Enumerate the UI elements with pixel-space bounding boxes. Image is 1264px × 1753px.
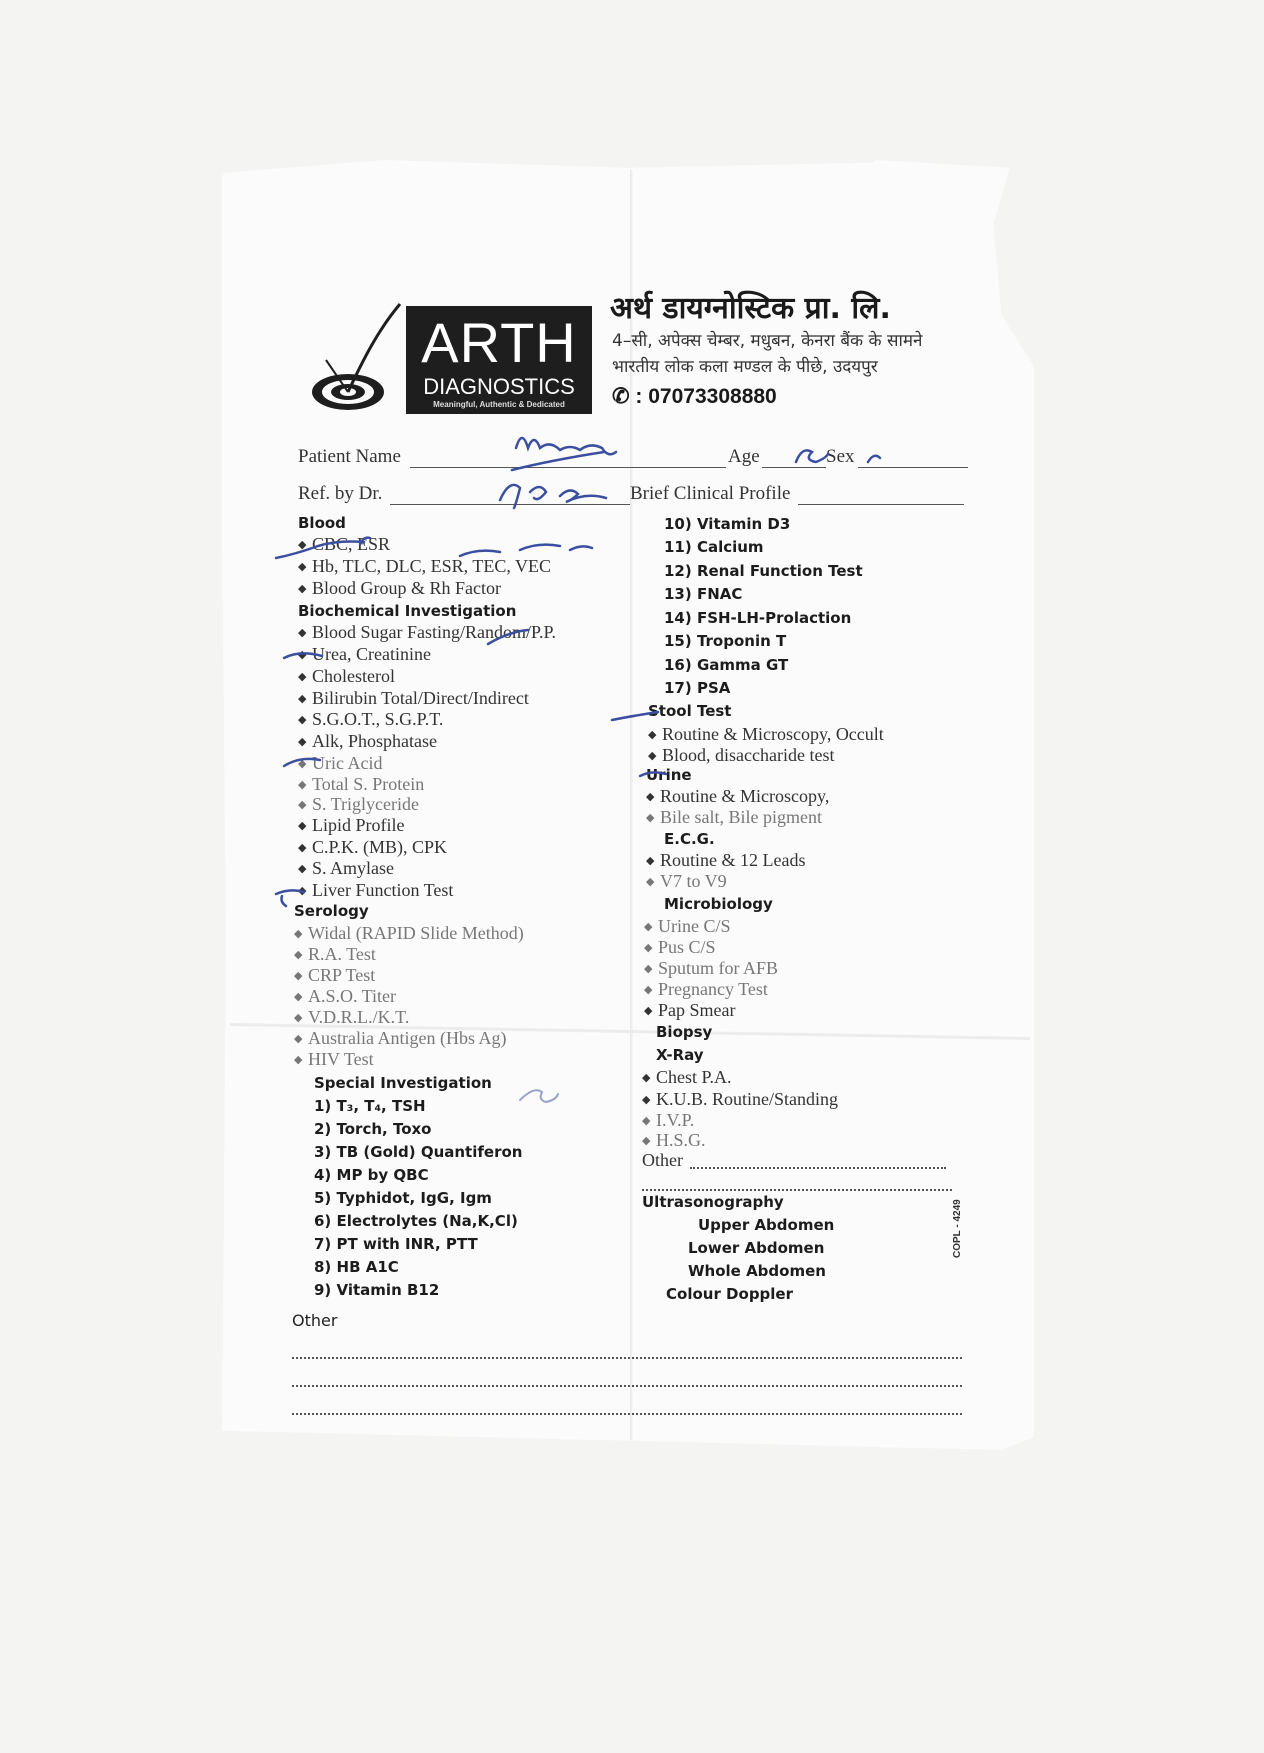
patient-name-field[interactable] bbox=[410, 466, 726, 468]
bullet-icon: ◆ bbox=[644, 921, 653, 933]
bullet-icon: ◆ bbox=[298, 758, 307, 770]
test-item[interactable]: ◆ Australia Antigen (Hbs Ag) bbox=[294, 1028, 507, 1048]
form-code: COPL - 4249 bbox=[952, 1199, 963, 1258]
bullet-icon: ◆ bbox=[642, 1135, 651, 1147]
bullet-icon: ◆ bbox=[298, 863, 307, 875]
test-item[interactable]: ◆ Alk, Phosphatase bbox=[298, 731, 437, 751]
test-item[interactable]: 5) Typhidot, IgG, Igm bbox=[314, 1189, 492, 1207]
bullet-icon: ◆ bbox=[294, 970, 303, 982]
test-item[interactable]: ◆ A.S.O. Titer bbox=[294, 986, 397, 1006]
test-item[interactable]: 15) Troponin T bbox=[664, 632, 787, 650]
bullet-icon: ◆ bbox=[298, 693, 307, 705]
bullet-icon: ◆ bbox=[298, 779, 307, 791]
bullet-icon: ◆ bbox=[644, 984, 653, 996]
test-item[interactable]: ◆ Bilirubin Total/Direct/Indirect bbox=[298, 688, 529, 708]
bullet-icon: ◆ bbox=[294, 991, 303, 1003]
bullet-icon: ◆ bbox=[294, 928, 303, 940]
test-item[interactable]: ◆ R.A. Test bbox=[294, 944, 376, 964]
test-item[interactable]: ◆ CBC, ESR bbox=[298, 534, 391, 554]
bullet-icon: ◆ bbox=[294, 949, 303, 961]
test-item[interactable]: 9) Vitamin B12 bbox=[314, 1281, 440, 1299]
bullet-icon: ◆ bbox=[294, 1012, 303, 1024]
patient-name-label: Patient Name bbox=[298, 446, 401, 467]
test-item[interactable]: ◆ Urine C/S bbox=[644, 916, 731, 936]
section-ultrasonography: Ultrasonography bbox=[642, 1193, 784, 1211]
test-item[interactable]: ◆ Blood Group & Rh Factor bbox=[298, 578, 501, 598]
test-item[interactable]: ◆ Blood Sugar Fasting/Random/P.P. bbox=[298, 622, 557, 642]
target-logo-icon bbox=[308, 300, 408, 420]
bullet-icon: ◆ bbox=[646, 812, 655, 824]
test-item[interactable]: 13) FNAC bbox=[664, 585, 743, 603]
dotted-line[interactable] bbox=[292, 1384, 962, 1387]
brand-name: ARTH bbox=[421, 311, 577, 374]
test-item[interactable]: 8) HB A1C bbox=[314, 1258, 399, 1276]
brand-sub: DIAGNOSTICS bbox=[423, 374, 575, 399]
bullet-icon: ◆ bbox=[298, 561, 307, 573]
address-line-2: भारतीय लोक कला मण्डल के पीछे, उदयपुर bbox=[612, 357, 878, 377]
test-item[interactable]: ◆ Total S. Protein bbox=[298, 774, 425, 794]
test-item[interactable]: 3) TB (Gold) Quantiferon bbox=[314, 1143, 523, 1161]
test-item[interactable]: 1) T₃, T₄, TSH bbox=[314, 1097, 426, 1115]
test-item[interactable]: Whole Abdomen bbox=[688, 1262, 826, 1280]
test-item[interactable]: ◆ Liver Function Test bbox=[298, 880, 454, 900]
test-item[interactable]: ◆ Cholesterol bbox=[298, 666, 395, 686]
bullet-icon: ◆ bbox=[644, 963, 653, 975]
section-microbiology: Microbiology bbox=[664, 895, 773, 913]
section-biopsy: Biopsy bbox=[656, 1023, 713, 1041]
bullet-icon: ◆ bbox=[648, 729, 657, 741]
bullet-icon: ◆ bbox=[644, 1005, 653, 1017]
dotted-line[interactable] bbox=[292, 1356, 962, 1359]
test-item[interactable]: ◆ I.V.P. bbox=[642, 1110, 695, 1130]
bullet-icon: ◆ bbox=[294, 1054, 303, 1066]
bullet-icon: ◆ bbox=[298, 649, 307, 661]
dotted-line[interactable] bbox=[690, 1166, 946, 1169]
phone-number: ✆ : 07073308880 bbox=[612, 385, 777, 408]
bullet-icon: ◆ bbox=[298, 736, 307, 748]
bullet-icon: ◆ bbox=[642, 1115, 651, 1127]
test-item[interactable]: ◆ Widal (RAPID Slide Method) bbox=[294, 923, 524, 943]
section-special-investigation: Special Investigation bbox=[314, 1074, 492, 1092]
test-item[interactable]: ◆ Blood, disaccharide test bbox=[648, 745, 835, 765]
bullet-icon: ◆ bbox=[298, 714, 307, 726]
section-blood: Blood bbox=[298, 514, 346, 532]
test-item[interactable]: 14) FSH-LH-Prolaction bbox=[664, 609, 852, 627]
ref-doctor-field[interactable] bbox=[390, 503, 630, 505]
bullet-icon: ◆ bbox=[298, 539, 307, 551]
bullet-icon: ◆ bbox=[294, 1033, 303, 1045]
age-label: Age bbox=[728, 446, 760, 467]
test-item[interactable]: ◆ CRP Test bbox=[294, 965, 376, 985]
other-label: Other bbox=[292, 1311, 338, 1330]
section-ecg: E.C.G. bbox=[664, 830, 715, 848]
test-item[interactable]: Colour Doppler bbox=[666, 1285, 794, 1303]
bullet-icon: ◆ bbox=[646, 791, 655, 803]
test-item[interactable]: 16) Gamma GT bbox=[664, 656, 789, 674]
test-item[interactable]: ◆ Routine & Microscopy, bbox=[646, 786, 830, 806]
test-item[interactable]: ◆ Bile salt, Bile pigment bbox=[646, 807, 822, 827]
dotted-line[interactable] bbox=[292, 1412, 962, 1415]
test-item[interactable]: ◆ V.D.R.L./K.T. bbox=[294, 1007, 410, 1027]
brand-tagline: Meaningful, Authentic & Dedicated bbox=[433, 400, 565, 409]
test-item[interactable]: ◆ Urea, Creatinine bbox=[298, 644, 431, 664]
test-item[interactable]: ◆ Hb, TLC, DLC, ESR, TEC, VEC bbox=[298, 556, 552, 576]
test-item[interactable]: ◆ Routine & Microscopy, Occult bbox=[648, 724, 884, 744]
hindi-company-name: अर्थ डायग्नोस्टिक प्रा. लि. bbox=[610, 291, 891, 326]
other-label: Other bbox=[642, 1150, 683, 1170]
test-item[interactable]: 17) PSA bbox=[664, 679, 731, 697]
clinical-profile-field[interactable] bbox=[798, 503, 964, 505]
test-item[interactable]: ◆ C.P.K. (MB), CPK bbox=[298, 837, 448, 857]
test-item[interactable]: ◆ Sputum for AFB bbox=[644, 958, 779, 978]
test-item[interactable]: ◆ Chest P.A. bbox=[642, 1067, 732, 1087]
test-item[interactable]: ◆ S. Triglyceride bbox=[298, 794, 420, 814]
sex-label: Sex bbox=[826, 446, 855, 467]
test-item[interactable]: ◆ H.S.G. bbox=[642, 1130, 706, 1150]
test-item[interactable]: Lower Abdomen bbox=[688, 1239, 825, 1257]
section-biochemical: Biochemical Investigation bbox=[298, 602, 517, 620]
test-item[interactable]: 2) Torch, Toxo bbox=[314, 1120, 432, 1138]
bullet-icon: ◆ bbox=[646, 876, 655, 888]
test-item[interactable]: ◆ V7 to V9 bbox=[646, 871, 727, 891]
test-item[interactable]: ◆ S.G.O.T., S.G.P.T. bbox=[298, 709, 444, 729]
bullet-icon: ◆ bbox=[298, 799, 307, 811]
section-serology: Serology bbox=[294, 902, 369, 920]
age-field[interactable] bbox=[762, 466, 826, 468]
test-item[interactable]: ◆ K.U.B. Routine/Standing bbox=[642, 1089, 839, 1109]
sex-field[interactable] bbox=[858, 466, 968, 468]
test-item[interactable]: 10) Vitamin D3 bbox=[664, 515, 791, 533]
clinical-profile-label: Brief Clinical Profile bbox=[630, 483, 791, 504]
test-item[interactable]: ◆ HIV Test bbox=[294, 1049, 374, 1069]
test-item[interactable]: ◆ Uric Acid bbox=[298, 753, 383, 773]
test-item[interactable]: ◆ Pus C/S bbox=[644, 937, 716, 957]
test-item[interactable]: ◆ S. Amylase bbox=[298, 858, 395, 878]
bullet-icon: ◆ bbox=[644, 942, 653, 954]
test-item[interactable]: Upper Abdomen bbox=[698, 1216, 835, 1234]
test-item[interactable]: 6) Electrolytes (Na,K,Cl) bbox=[314, 1212, 518, 1230]
test-item[interactable]: ◆ Routine & 12 Leads bbox=[646, 850, 806, 870]
test-item[interactable]: ◆ Pap Smear bbox=[644, 1000, 736, 1020]
bullet-icon: ◆ bbox=[298, 820, 307, 832]
address-line-1: 4–सी, अपेक्स चेम्बर, मधुबन, केनरा बैंक के सामने bbox=[612, 331, 923, 351]
ref-doctor-label: Ref. by Dr. bbox=[298, 483, 383, 504]
bullet-icon: ◆ bbox=[648, 750, 657, 762]
bullet-icon: ◆ bbox=[298, 842, 307, 854]
brand-logo bbox=[406, 306, 592, 414]
bullet-icon: ◆ bbox=[646, 855, 655, 867]
bullet-icon: ◆ bbox=[298, 885, 307, 897]
bullet-icon: ◆ bbox=[298, 627, 307, 639]
bullet-icon: ◆ bbox=[642, 1094, 651, 1106]
section-stool-test: Stool Test bbox=[648, 702, 732, 720]
bullet-icon: ◆ bbox=[298, 583, 307, 595]
test-item[interactable]: ◆ Lipid Profile bbox=[298, 815, 405, 835]
test-item[interactable]: ◆ Pregnancy Test bbox=[644, 979, 768, 999]
test-item[interactable]: 11) Calcium bbox=[664, 538, 764, 556]
bullet-icon: ◆ bbox=[298, 671, 307, 683]
test-item[interactable]: 7) PT with INR, PTT bbox=[314, 1235, 478, 1253]
test-item[interactable]: 12) Renal Function Test bbox=[664, 562, 863, 580]
test-item[interactable]: 4) MP by QBC bbox=[314, 1166, 429, 1184]
section-xray: X-Ray bbox=[656, 1046, 704, 1064]
section-urine: Urine bbox=[646, 766, 692, 784]
dotted-line[interactable] bbox=[642, 1188, 952, 1191]
bullet-icon: ◆ bbox=[642, 1072, 651, 1084]
